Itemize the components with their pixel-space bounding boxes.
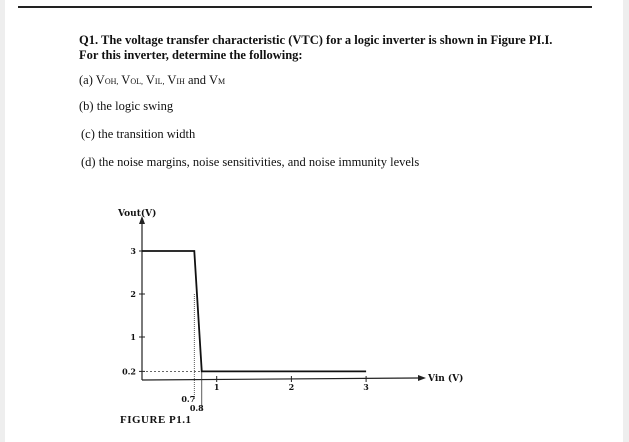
y-tick-label: 1 bbox=[130, 332, 136, 342]
figure-caption: FIGURE P1.1 bbox=[120, 414, 192, 426]
vil-sub: IL, bbox=[154, 77, 165, 86]
vil: V bbox=[142, 73, 155, 87]
x-tick-label: 3 bbox=[363, 382, 369, 392]
vih: V bbox=[164, 73, 177, 87]
vtc-curve bbox=[142, 251, 366, 371]
vm-sub: M bbox=[217, 77, 226, 86]
question-line-2: For this inverter, determine the following: bbox=[79, 48, 303, 62]
vm: and V bbox=[184, 73, 218, 87]
x-tick-label: 1 bbox=[213, 382, 220, 392]
part-d: (d) the noise margins, noise sensitivities, and noise immunity levels bbox=[81, 155, 420, 169]
y-axis-label: Vout(V) bbox=[118, 209, 157, 219]
voh-sub: OH, bbox=[104, 77, 119, 86]
y-tick-label: 0.2 bbox=[122, 366, 136, 377]
x-axis-arrow bbox=[418, 375, 426, 381]
x-annotation-0.8: 0.8 bbox=[189, 403, 204, 413]
x-tick-label: 2 bbox=[288, 382, 295, 392]
part-c: (c) the transition width bbox=[81, 127, 196, 141]
x-axis bbox=[142, 378, 418, 380]
x-axis-label: Vin (V) bbox=[428, 374, 464, 384]
part-a-prefix: (a) bbox=[79, 73, 96, 87]
x-annotation-0.7: 0.7 bbox=[181, 394, 196, 404]
vih-sub: IH bbox=[176, 77, 185, 86]
y-tick-label: 2 bbox=[130, 289, 136, 299]
vol: V bbox=[118, 73, 131, 87]
y-tick-label: 3 bbox=[130, 246, 136, 256]
part-b: (b) the logic swing bbox=[79, 99, 174, 113]
voh: V bbox=[95, 73, 105, 87]
vol-sub: OL, bbox=[130, 77, 143, 86]
question-line-1: Q1. The voltage transfer characteristic (VTC) for a logic inverter is shown in Figure PI.I. bbox=[79, 33, 553, 47]
